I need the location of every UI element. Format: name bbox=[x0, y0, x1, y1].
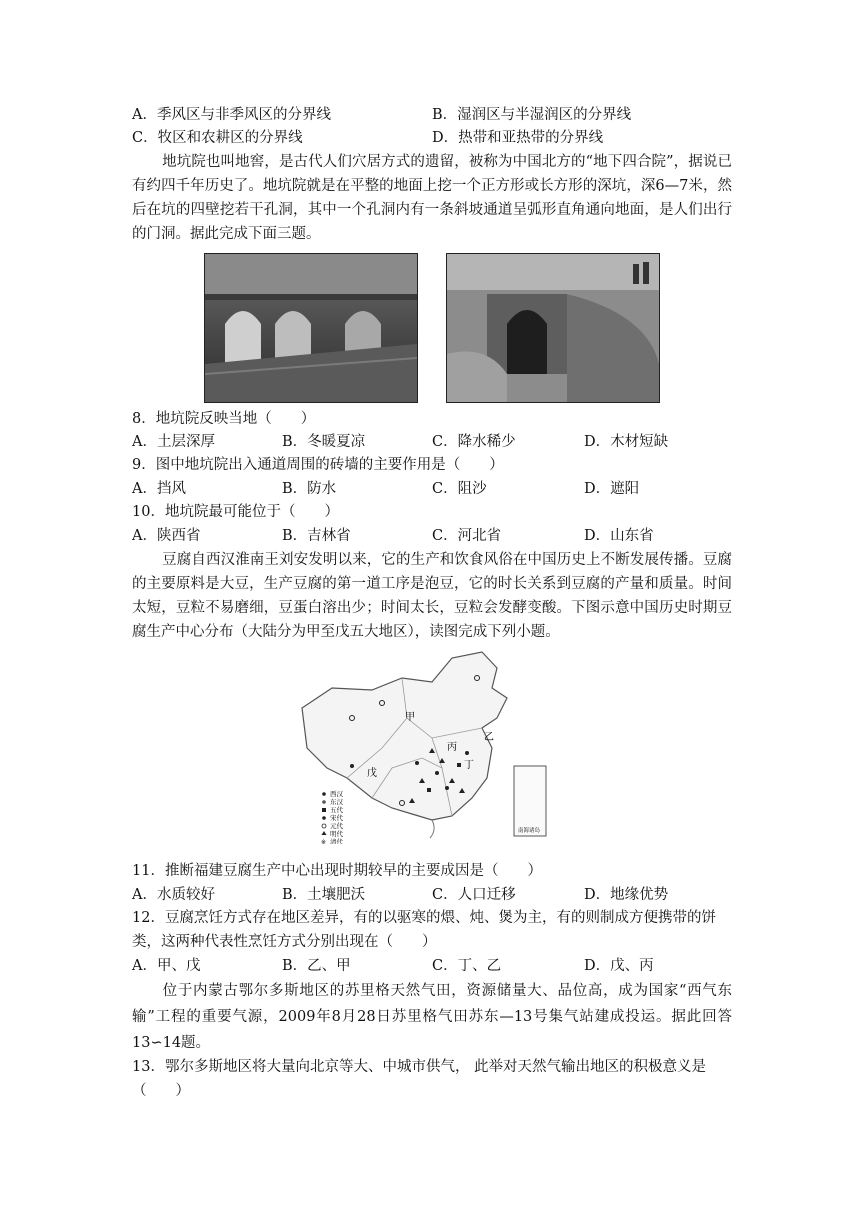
q9-option-a: A．挡风 bbox=[132, 481, 186, 497]
q13-stem-line1: 13．鄂尔多斯地区将大量向北京等大、中城市供气， 此举对天然气输出地区的积极意义是 bbox=[132, 1059, 707, 1075]
q9-option-b: B．防水 bbox=[282, 481, 337, 497]
q12-stem-line1: 12．豆腐烹饪方式存在地区差异，有的以驱寒的煨、炖、煲为主，有的则制成方便携带的饼 bbox=[132, 910, 716, 926]
legend-wudai: 五代 bbox=[330, 806, 343, 814]
passage-tofu bbox=[132, 548, 732, 644]
q11-stem: 11．推断福建豆腐生产中心出现时期较早的主要成因是（ ） bbox=[132, 863, 542, 879]
legend-donghan: 东汉 bbox=[330, 798, 343, 806]
passage-sulige bbox=[132, 978, 732, 1056]
map-region-wu: 戊 bbox=[367, 768, 377, 779]
map-region-ding: 丁 bbox=[464, 760, 474, 771]
q9-option-c: C．阻沙 bbox=[432, 481, 487, 497]
q8-option-d: D．木材短缺 bbox=[584, 434, 669, 450]
q11-option-a: A．水质较好 bbox=[132, 887, 215, 903]
q7-option-b: B．湿润区与半湿润区的分界线 bbox=[432, 107, 632, 123]
q10-option-a: A．陕西省 bbox=[132, 528, 201, 544]
q11-option-d: D．地缘优势 bbox=[584, 887, 669, 903]
q8-option-b: B．冬暖夏凉 bbox=[282, 434, 366, 450]
map-region-bing: 丙 bbox=[447, 742, 457, 753]
passage-sulige-text: 位于内蒙古鄂尔多斯地区的苏里格天然气田，资源储量大、品位高，成为国家“西气东输”工程的重要气源，2009年8月28日苏里格气田苏东—13号集气站建成投运。据此回答13∽14题。 bbox=[132, 983, 732, 1051]
q10-option-d: D．山东省 bbox=[584, 528, 654, 544]
passage-dikengyuan-text: 地坑院也叫地窖，是古代人们穴居方式的遗留，被称为中国北方的“地下四合院”，据说已有约四千年历史了。地坑院就是在平整的地面上挖一个正方形或长方形的深坑，深6—7米，然后在坑的四壁挖若干孔洞，其中一个孔洞内有一条斜坡通道呈弧形直角通向地面，是人们出行的门洞。据此完成下面三题。 bbox=[132, 154, 732, 242]
legend-yuandai: 元代 bbox=[330, 822, 343, 830]
q12-option-c: C．丁、乙 bbox=[432, 958, 502, 974]
dikengyuan-photo-entrance bbox=[446, 253, 660, 403]
q10-option-b: B．吉林省 bbox=[282, 528, 351, 544]
passage-tofu-text: 豆腐自西汉淮南王刘安发明以来，它的生产和饮食风俗在中国历史上不断发展传播。豆腐的主要原料是大豆，生产豆腐的第一道工序是泡豆，它的时长关系到豆腐的产量和质量。时间太短，豆粒不易磨细，豆蛋白溶出少；时间太长，豆粒会发酵变酸。下图示意中国历史时期豆腐生产中心分布（大陆分为甲至戊五大地区），读图完成下列小题。 bbox=[132, 552, 732, 640]
q8-stem: 8．地坑院反映当地（ ） bbox=[132, 411, 316, 427]
q9-stem: 9．图中地坑院出入通道周围的砖墙的主要作用是（ ） bbox=[132, 457, 504, 473]
q8-option-a: A．土层深厚 bbox=[132, 434, 215, 450]
q7-option-a: A．季风区与非季风区的分界线 bbox=[132, 107, 331, 123]
q7-option-d: D．热带和亚热带的分界线 bbox=[432, 130, 604, 146]
q10-option-c: C．河北省 bbox=[432, 528, 502, 544]
map-region-jia: 甲 bbox=[405, 712, 415, 723]
q13-stem-line2: （ ） bbox=[132, 1083, 190, 1099]
q12-option-b: B．乙、甲 bbox=[282, 958, 351, 974]
legend-qingdai: 清代 bbox=[330, 838, 343, 844]
q10-stem: 10．地坑院最可能位于（ ） bbox=[132, 504, 339, 520]
map-inset-label: 南海诸岛 bbox=[518, 828, 541, 834]
q12-stem-line2: 类，这两种代表性烹饪方式分别出现在（ ） bbox=[132, 934, 437, 950]
legend-songdai: 宋代 bbox=[330, 814, 343, 822]
q12-option-a: A．甲、戊 bbox=[132, 958, 201, 974]
q12-option-d: D．戊、丙 bbox=[584, 958, 654, 974]
legend-mingdai: 明代 bbox=[330, 830, 343, 838]
q8-option-c: C．降水稀少 bbox=[432, 434, 516, 450]
q7-option-c: C．牧区和农耕区的分界线 bbox=[132, 130, 303, 146]
legend-xihan: 西汉 bbox=[330, 790, 343, 798]
q11-option-b: B．土壤肥沃 bbox=[282, 887, 366, 903]
q11-option-c: C．人口迁移 bbox=[432, 887, 516, 903]
svg-text:※: ※ bbox=[321, 839, 327, 844]
dikengyuan-photo-courtyard bbox=[204, 253, 418, 403]
china-tofu-map bbox=[292, 648, 552, 844]
map-legend bbox=[321, 789, 344, 844]
passage-dikengyuan bbox=[132, 150, 732, 246]
map-region-yi: 乙 bbox=[484, 732, 494, 743]
q9-option-d: D．遮阳 bbox=[584, 481, 640, 497]
